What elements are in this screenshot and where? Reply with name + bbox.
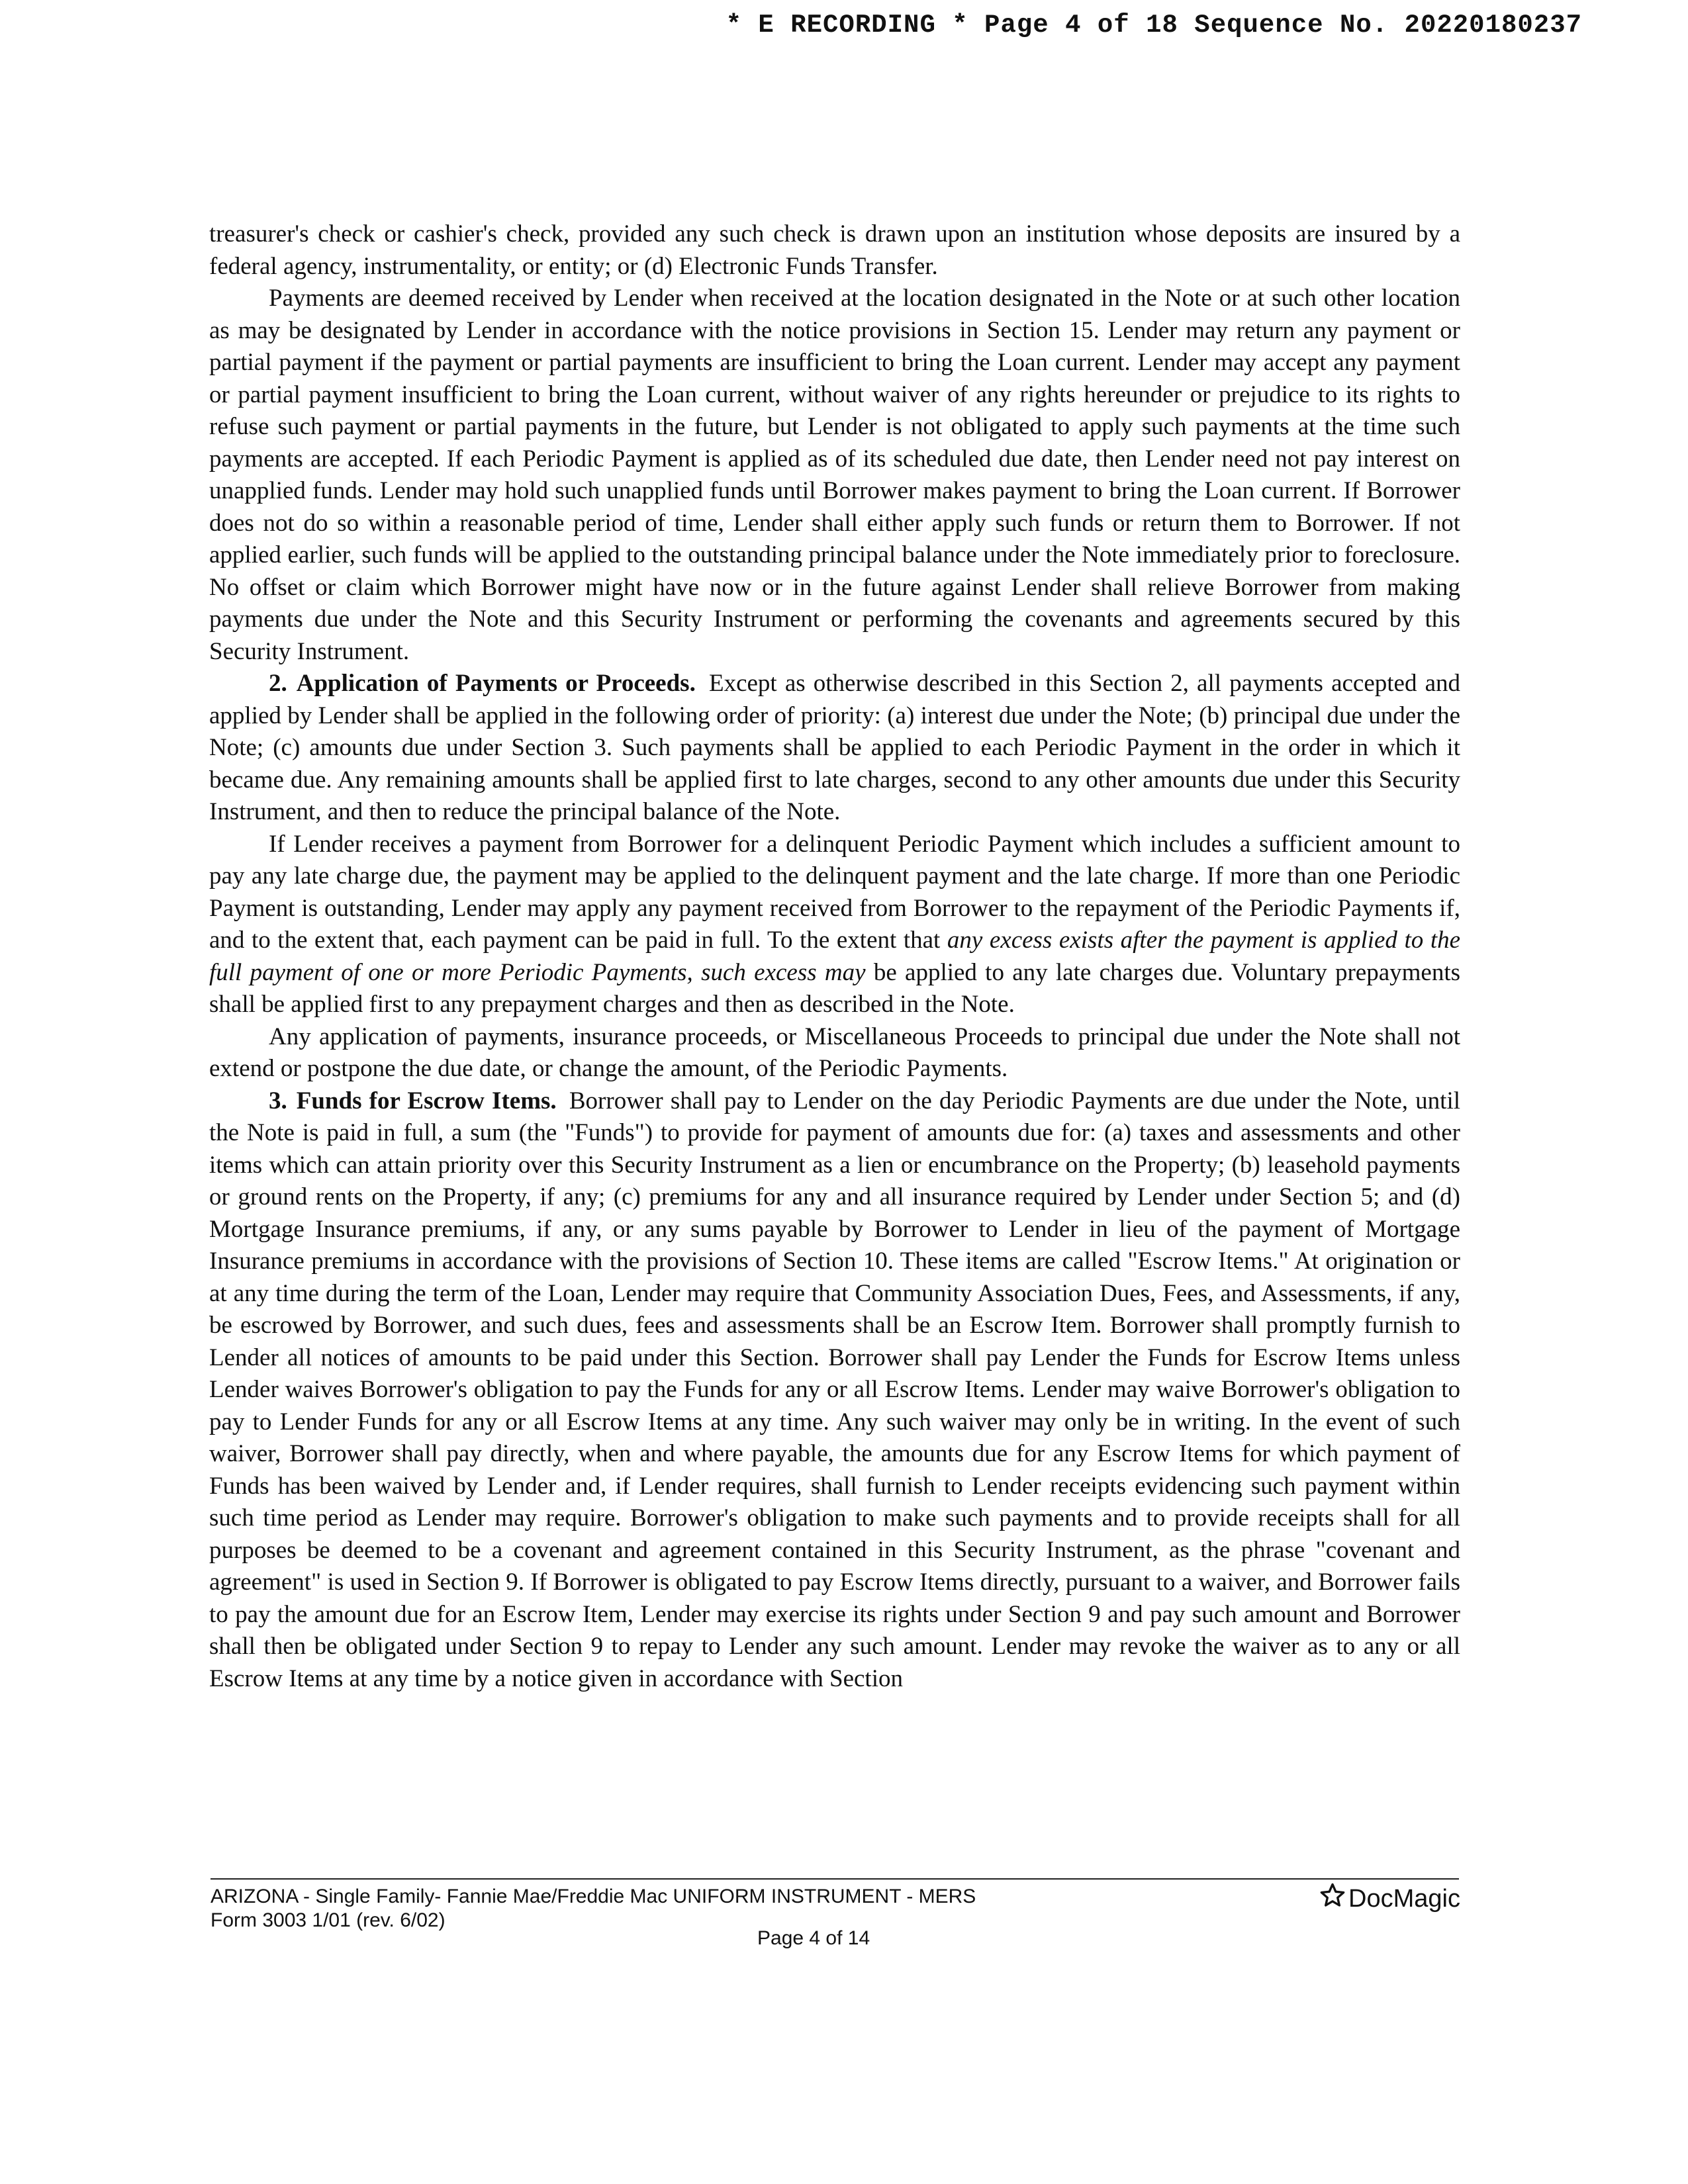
section-2-text: Except as otherwise described in this Section 2, all payments accepted and applied by Lender shall be applied in the following order of priority: (a) interest due under the Note; (b) principal due under the Note; (c) amounts due under Section 3. Such payments shall be applied to each Periodic Payment in the order in which it became due. Any remaining amounts shall be applied first to late charges, second to any other amounts due under this Security Instrument, and then to reduce the principal balance of the Note.: [209, 670, 1461, 825]
paragraph-delinquent-part-2: any excess exists after the payment is applied to the full payment of one or more Periodic Payments, such excess may: [209, 927, 1461, 986]
paragraph-delinquent-payment: [209, 829, 1460, 1021]
section-2-title: Application of Payments or Proceeds.: [296, 670, 696, 697]
footer-form-line: Form 3003 1/01 (rev. 6/02): [211, 1909, 445, 1931]
paragraph-delinquent-part-3: be applied to any late charges due. Voluntary prepayments shall be applied first to any prepayment charges and then as described in the Note.: [209, 958, 1461, 1018]
section-2-paragraph: [209, 668, 1460, 829]
paragraph-application-of-payments: Any application of payments, insurance proceeds, or Miscellaneous Proceeds to principal due under the Note shall not extend or postpone the due date, or change the amount, of the Periodic Payments.: [209, 1023, 1460, 1082]
section-3-number: 3.: [269, 1087, 287, 1115]
footer-form-info: [211, 1885, 976, 1933]
docmagic-logo: [1319, 1882, 1460, 1915]
footer-instrument-line: ARIZONA - Single Family- Fannie Mae/Freddie Mac UNIFORM INSTRUMENT - MERS: [211, 1886, 976, 1907]
footer-page-number: Page 4 of 14: [757, 1927, 870, 1949]
docmagic-brand-text: DocMagic: [1348, 1884, 1460, 1913]
footer-divider: [211, 1878, 1459, 1880]
paragraph-payments-received: Payments are deemed received by Lender when received at the location designated in the Note or at such other location as may be designated by Lender in accordance with the notice provisions in Section 15. Lender may return any payment or partial payment if the payment or partial payments are insufficient to bring the Loan current. Lender may accept any payment or partial payment insufficient to bring the Loan current, without waiver of any rights hereunder or prejudice to its rights to refuse such payment or partial payments in the future, but Lender is not obligated to apply such payments at the time such payments are accepted. If each Periodic Payment is applied as of its scheduled due date, then Lender need not pay interest on unapplied funds. Lender may hold such unapplied funds until Borrower makes payment to bring the Loan current. If Borrower does not do so within a reasonable period of time, Lender shall either apply such funds or return them to Borrower. If not applied earlier, such funds will be applied to the outstanding principal balance under the Note immediately prior to foreclosure. No offset or claim which Borrower might have now or in the future against Lender shall relieve Borrower from making payments due under the Note and this Security Instrument or performing the covenants and agreements secured by this Security Instrument.: [209, 285, 1460, 665]
section-3-paragraph: [209, 1085, 1460, 1696]
section-3-title: Funds for Escrow Items.: [296, 1087, 557, 1115]
paragraph-delinquent-part-1: If Lender receives a payment from Borrower for a delinquent Periodic Payment which includes a sufficient amount to pay any late charge due, the payment may be applied to the delinquent payment and the late charge. If more than one Periodic Payment is outstanding, Lender may apply any payment received from Borrower to the repayment of the Periodic Payments if, and to the extent that, each payment can be paid in full. To the extent that: [209, 830, 1460, 954]
section-3-text: Borrower shall pay to Lender on the day Periodic Payments are due under the Note, until the Note is paid in full, a sum (the "Funds") to provide for payment of amounts due for: (a) taxes and assessments and other items which can attain priority over this Security Instrument as a lien or encumbrance on the Property; (b) leasehold payments or ground rents on the Property, if any; (c) premiums for any and all insurance required by Lender under Section 5; and (d) Mortgage Insurance premiums, if any, or any sums payable by Borrower to Lender in lieu of the payment of Mortgage Insurance premiums in accordance with the provisions of Section 10. These items are called "Escrow Items." At origination or at any time during the term of the Loan, Lender may require that Community Association Dues, Fees, and Assessments, if any, be escrowed by Borrower, and such dues, fees and assessments shall be an Escrow Item. Borrower shall promptly furnish to Lender all notices of amounts to be paid under this Section. Borrower shall pay Lender the Funds for Escrow Items unless Lender waives Borrower's obligation to pay the Funds for any or all Escrow Items. Lender may waive Borrower's obligation to pay to Lender Funds for any or all Escrow Items at any time. Any such waiver may only be in writing. In the event of such waiver, Borrower shall pay directly, when and where payable, the amounts due for any Escrow Items for which payment of Funds has been waived by Lender and, if Lender requires, shall furnish to Lender receipts evidencing such payment within such time period as Lender may require. Borrower's obligation to make such payments and to provide receipts shall for all purposes be deemed to be a covenant and agreement contained in this Security Instrument, as the phrase "covenant and agreement" is used in Section 9. If Borrower is obligated to pay Escrow Items directly, pursuant to a waiver, and Borrower fails to pay the amount due for an Escrow Item, Lender may exercise its rights under Section 9 and pay such amount and Borrower shall then be obligated under Section 9 to repay to Lender any such amount. Lender may revoke the waiver as to any or all Escrow Items at any time by a notice given in accordance with Section: [209, 1087, 1461, 1692]
paragraph-continuation: treasurer's check or cashier's check, provided any such check is drawn upon an institution whose deposits are insured by a federal agency, instrumentality, or entity; or (d) Electronic Funds Transfer.: [209, 220, 1460, 280]
star-icon: [1319, 1882, 1346, 1915]
recording-stamp: * E RECORDING * Page 4 of 18 Sequence No. 20220180237: [726, 11, 1582, 40]
document-body: [209, 218, 1460, 1695]
section-2-number: 2.: [269, 670, 287, 697]
